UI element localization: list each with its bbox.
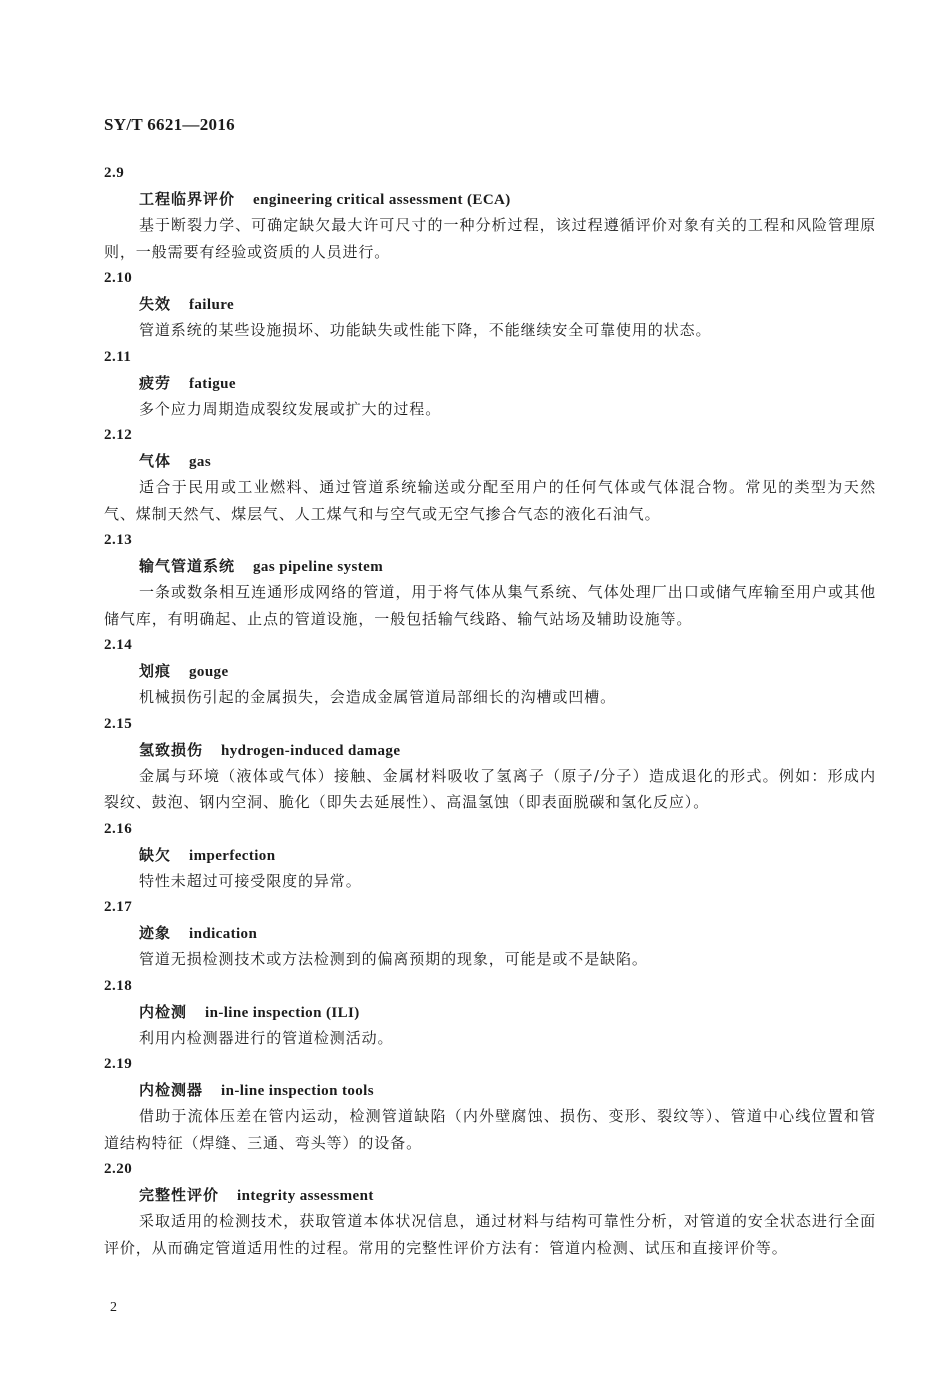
term-entry [104,344,876,423]
term-title [104,999,876,1025]
term-title [104,291,876,317]
term-title [104,448,876,474]
terms-list [104,160,876,1261]
term-chinese: 缺欠 [139,845,172,864]
term-number: 2.15 [104,715,133,732]
term-definition: 基于断裂力学、可确定缺欠最大许可尺寸的一种分析过程，该过程遵循评价对象有关的工程和风险管理原则，一般需要有经验或资质的人员进行。 [104,216,876,261]
term-chinese: 工程临界评价 [139,190,236,208]
term-english: in-line inspection tools [221,1083,374,1099]
term-number: 2.11 [104,348,132,365]
term-definition: 利用内检测器进行的管道检测活动。 [139,1028,394,1047]
page-number: 2 [110,1300,117,1315]
term-title [104,920,876,946]
document-code-header: SY/T 6621—2016 [104,115,235,134]
term-definition: 管道无损检测技术或方法检测到的偏离预期的现象，可能是或不是缺陷。 [139,950,648,968]
term-chinese: 输气管道系统 [139,557,236,575]
term-number: 2.18 [104,977,133,994]
term-chinese: 内检测器 [139,1081,204,1099]
term-english: gouge [189,664,229,680]
term-chinese: 疲劳 [139,373,172,392]
term-entry [104,1051,876,1156]
term-chinese: 气体 [139,452,172,470]
term-number: 2.17 [104,899,133,915]
term-title [104,370,876,396]
term-number: 2.20 [104,1161,133,1177]
term-chinese: 划痕 [139,662,172,680]
term-definition: 适合于民用或工业燃料、通过管道系统输送或分配至用户的任何气体或气体混合物。常见的类型为天然气、煤制天然气、煤层气、人工煤气和与空气或无空气掺合气态的液化石油气。 [104,478,876,523]
term-definition: 一条或数条相互连通形成网络的管道，用于将气体从集气系统、气体处理厂出口或储气库输至用户或其他储气库，有明确起、止点的管道设施，一般包括输气线路、输气站场及辅助设施等。 [104,583,876,628]
term-definition: 借助于流体压差在管内运动，检测管道缺陷（内外壁腐蚀、损伤、变形、裂纹等）、管道中心线位置和管道结构特征（焊缝、三通、弯头等）的设备。 [104,1107,876,1152]
term-chinese: 迹象 [139,924,172,942]
term-definition: 管道系统的某些设施损坏、功能缺失或性能下降，不能继续安全可靠使用的状态。 [139,321,712,339]
term-title [104,553,876,579]
term-english: hydrogen-induced damage [221,742,401,759]
term-english: imperfection [189,847,276,864]
term-chinese: 失效 [139,295,172,313]
term-title [104,186,876,212]
term-entry [104,527,876,632]
term-entry [104,894,876,973]
term-number: 2.9 [104,165,125,181]
term-number: 2.12 [104,427,133,443]
term-number: 2.13 [104,532,133,548]
term-entry [104,816,876,895]
term-number: 2.10 [104,270,133,286]
term-definition: 多个应力周期造成裂纹发展或扩大的过程。 [139,399,442,418]
term-definition: 特性未超过可接受限度的异常。 [139,871,362,890]
term-title [104,1182,876,1208]
term-english: integrity assessment [237,1188,374,1204]
term-english: indication [189,926,258,942]
term-english: gas [189,454,212,470]
term-entry [104,973,876,1052]
term-chinese: 完整性评价 [139,1186,220,1204]
term-number: 2.14 [104,637,133,653]
term-entry [104,160,876,265]
term-english: gas pipeline system [253,559,384,575]
term-entry [104,265,876,344]
term-entry [104,632,876,711]
term-definition: 金属与环境（液体或气体）接触、金属材料吸收了氢离子（原子/分子）造成退化的形式。例如：形成内裂纹、鼓泡、钢内空洞、脆化（即失去延展性）、高温氢蚀（即表面脱碳和氢化反应）。 [104,766,876,811]
term-entry [104,422,876,527]
term-definition: 机械损伤引起的金属损失，会造成金属管道局部细长的沟槽或凹槽。 [139,688,617,706]
term-number: 2.19 [104,1056,133,1072]
term-title [104,842,876,868]
term-number: 2.16 [104,820,133,837]
term-english: fatigue [189,375,236,392]
term-title [104,737,876,763]
term-title [104,1077,876,1103]
term-entry [104,1156,876,1261]
term-definition: 采取适用的检测技术，获取管道本体状况信息，通过材料与结构可靠性分析，对管道的安全状态进行全面评价，从而确定管道适用性的过程。常用的完整性评价方法有：管道内检测、试压和直接评价等。 [104,1212,876,1257]
term-english: failure [189,297,235,313]
term-english: engineering critical assessment (ECA) [253,192,511,208]
term-chinese: 内检测 [139,1002,188,1021]
term-english: in-line inspection (ILI) [205,1004,360,1021]
term-chinese: 氢致损伤 [139,740,204,759]
term-entry [104,711,876,816]
term-title [104,658,876,684]
